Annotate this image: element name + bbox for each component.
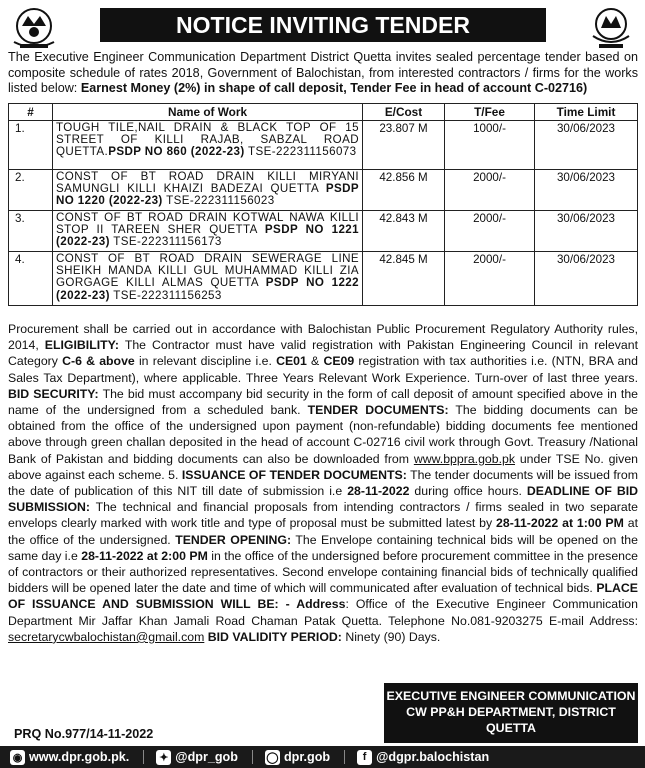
table-row [9,121,638,170]
eligibility-text: registration with tax authorities i.e. (NTN, BRA and Sales Tax Department), where applicable. Three Years Relevant Work Experience. Turn-over of last three years. [8,354,638,385]
deadline-heading: DEADLINE OF BID SUBMISSION: [8,484,638,515]
instagram-icon: ◯ [266,751,279,764]
row-work [53,121,363,170]
row-cost: 42.856 M [363,170,445,211]
row-work [53,252,363,306]
footer-twitter[interactable] [156,750,238,765]
bid-security-heading: BID SECURITY: [8,386,99,401]
earnest-money-note: Earnest Money (2%) in shape of call deposit, Tender Fee in head of account C-02716) [80,81,588,95]
row-num: 1. [9,121,53,170]
deadline-datetime: 28-11-2022 at 1:00 PM [496,516,624,531]
footer-instagram[interactable] [265,750,330,765]
row-limit: 30/06/2023 [535,211,638,252]
row-fee: 2000/- [445,211,535,252]
table-row [9,211,638,252]
row-work [53,211,363,252]
tse-number: TSE-222311156073 [248,145,357,159]
col-header-cost: E/Cost [363,104,445,121]
bppra-link[interactable]: www.bppra.gob.pk [413,451,516,466]
row-limit: 30/06/2023 [535,121,638,170]
opening-text: in the office of the undersigned before procurement committee in the presence of contractors or their authorized representatives. Second envelope containing financial bids of technically qualified bidders will be opened later the date and time of which will communicated after evaluation of technical bids. [8,548,638,596]
row-cost: 42.845 M [363,252,445,306]
row-cost: 23.807 M [363,121,445,170]
page-title: NOTICE INVITING TENDER [100,8,546,42]
issuance-heading: ISSUANCE OF TENDER DOCUMENTS: [181,467,407,482]
tse-number: TSE-222311156253 [113,288,222,302]
row-num: 4. [9,252,53,306]
tender-documents-text: The bidding documents can be obtained from the office of the undersigned upon payment (non-refundable) bidding documents fee mentioned above through green challan deposited in the head of account C-02716 civil work through Govt. Treasury /National Bank of Pakistan and bidding documents can also be downloaded from [8,403,638,466]
tender-documents-text: under TSE No. given above against each scheme. 5. [8,451,638,482]
row-limit: 30/06/2023 [535,252,638,306]
col-header-fee: T/Fee [445,104,535,121]
psdp-number: PSDP NO 1221 (2022-23) [56,223,359,249]
psdp-number: PSDP NO 860 (2022-23) [108,145,245,159]
footer-bar [0,746,645,768]
tender-table [8,103,638,306]
deadline-text: at the office of the undersigned. [8,516,638,547]
facebook-handle: @dgpr.balochistan [376,750,490,764]
row-num: 2. [9,170,53,211]
tender-documents-heading: TENDER DOCUMENTS: [307,403,449,418]
eligibility-heading: ELIGIBILITY: [44,338,120,353]
twitter-icon: ✦ [156,750,171,765]
validity-heading: BID VALIDITY PERIOD: [207,629,342,644]
website-text: www.dpr.gob.pk. [29,750,130,764]
row-fee: 2000/- [445,252,535,306]
intro-text: The Executive Engineer Communication Department District Quetta invites sealed percentage tender based on composite schedule of rates 2018, Government of Balochistan, from interested contractors / firms for the works listed below: [8,50,638,95]
balochistan-emblem-logo [8,4,60,52]
psdp-number: PSDP NO 1220 (2022-23) [56,182,360,208]
issuance-text: during office hours. [414,484,522,499]
table-row [9,170,638,211]
eligibility-ce01: CE01 [276,354,307,369]
footer-facebook[interactable] [357,750,489,765]
psdp-number: PSDP NO 1222 (2022-23) [56,276,359,302]
table-header-row [9,104,638,121]
procurement-rules-text: Procurement shall be carried out in accordance with Balochistan Public Procurement Regulatory Authority rules, 2014, [8,322,638,353]
table-row [9,252,638,306]
work-title: TOUGH TILE,NAIL DRAIN & BLACK TOP OF 15 STREET OF KILLI RAJAB, SABZAL ROAD QUETTA. [56,121,359,159]
divider [143,750,144,764]
eligibility-text: The Contractor must have valid registration with Pakistan Engineering Council in relevant Category [8,338,638,369]
eligibility-text: in relevant discipline i.e. [138,354,272,369]
work-title: CONST OF BT ROAD DRAIN KILLI MIRYANI SAMUNGLI KILLI KHAIZI BADEZAI QUETTA [56,170,359,196]
bid-security-text: The bid must accompany bid security in the form of call deposit of amount specified above in the name of the undersigned from a scheduled bank. [8,386,638,418]
place-heading: PLACE OF ISSUANCE AND SUBMISSION WILL BE: - Address [8,581,638,612]
signature-line: CW PP&H DEPARTMENT, DISTRICT [406,705,616,719]
footer-website[interactable] [10,750,129,765]
issuance-text: The tender documents will be issued from the date of publication of this NIT till date of submission i.e [8,467,638,499]
row-fee: 1000/- [445,121,535,170]
divider [252,750,253,764]
signature-block [384,683,638,743]
tse-number: TSE-222311156023 [166,194,275,208]
tender-conditions [8,321,638,645]
eligibility-ce09: CE09 [323,354,355,369]
instagram-handle: dpr.gob [283,750,331,764]
row-limit: 30/06/2023 [535,170,638,211]
work-title: CONST OF BT ROAD DRAIN SEWERAGE LINE SHEIKH MANDA KILLI GUL MUHAMMAD KILLI ZIA GORGAGE KILLI ALMAS QUETTA [56,252,359,290]
row-fee: 2000/- [445,170,535,211]
globe-icon: ◉ [10,750,25,765]
eligibility-text: & [311,354,320,369]
government-balochistan-logo [585,4,637,52]
issuance-date: 28-11-2022 [347,484,410,499]
prq-number: PRQ No.977/14-11-2022 [14,727,154,741]
twitter-handle: @dpr_gob [175,750,238,764]
email-link[interactable]: secretarycwbalochistan@gmail.com [8,629,205,644]
col-header-work: Name of Work [53,104,363,121]
opening-datetime: 28-11-2022 at 2:00 PM [81,548,208,563]
opening-text: The Envelope containing technical bids will be opened on the same day i.e [8,532,638,563]
tse-number: TSE-222311156173 [113,235,222,249]
signature-line: EXECUTIVE ENGINEER COMMUNICATION [386,689,636,703]
opening-heading: TENDER OPENING: [175,532,292,547]
col-header-num: # [9,104,53,121]
deadline-text: The technical and financial proposals from intending contractors / firms sealed in two separate envelops clearly marked with work title and type of proposal must be submitted latest by [8,500,638,531]
eligibility-category: C-6 & above [62,354,135,369]
intro-paragraph [8,50,638,97]
facebook-icon: f [357,750,372,765]
work-title: CONST OF BT ROAD DRAIN KOTWAL NAWA KILLI STOP II TAREEN SHER QUETTA [56,211,359,237]
validity-text: Ninety (90) Days. [345,629,441,644]
col-header-limit: Time Limit [535,104,638,121]
row-work [53,170,363,211]
row-cost: 42.843 M [363,211,445,252]
place-text: : Office of the Executive Engineer Communication Department Mir Jaffar Khan Jamali Road Chaman Patak Quetta. Telephone No.081-9203275 E-mail Address: [8,597,638,628]
signature-line: QUETTA [485,721,536,735]
divider [344,750,345,764]
row-num: 3. [9,211,53,252]
